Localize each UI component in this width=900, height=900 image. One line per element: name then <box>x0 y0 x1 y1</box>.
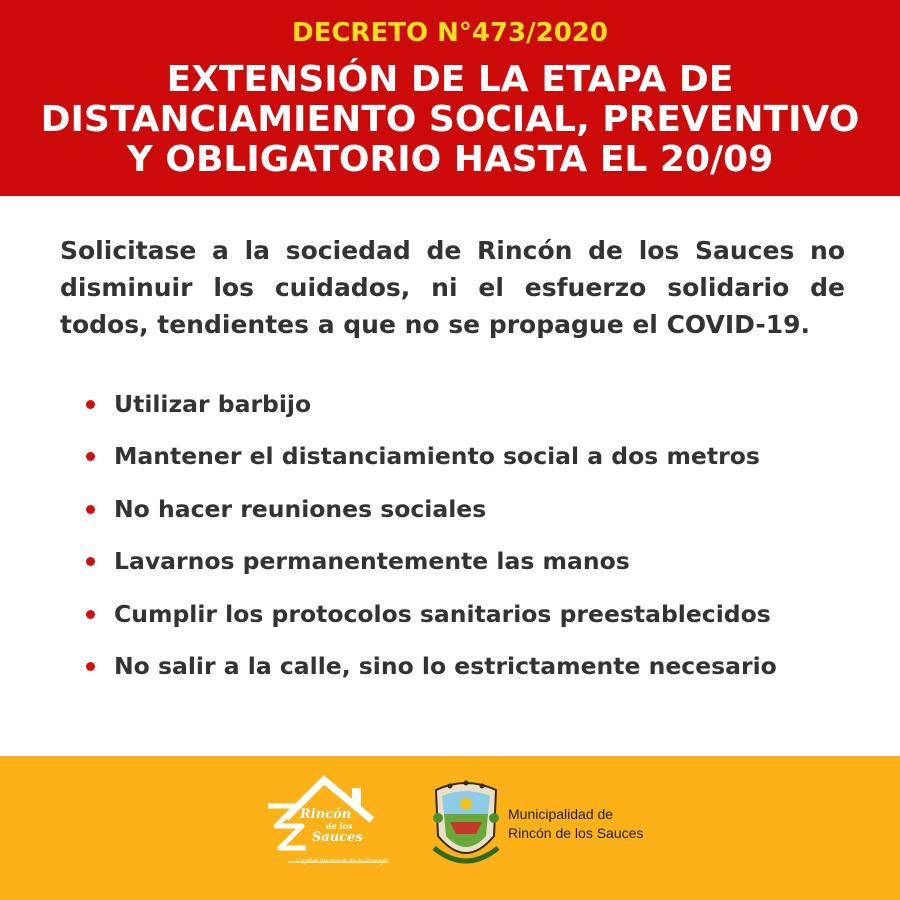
list-item <box>86 646 866 698</box>
title-line: Y OBLIGATORIO HASTA EL 20/09 <box>126 139 774 180</box>
list-item <box>86 489 866 541</box>
municipality-line: Rincón de los Sauces <box>508 825 644 841</box>
list-item <box>86 384 866 436</box>
bullet-icon <box>86 452 95 461</box>
logo-name <box>300 808 363 845</box>
bullet-icon <box>86 610 95 619</box>
list-item <box>86 541 866 593</box>
bullet-icon <box>86 400 95 409</box>
intro-line: disminuir los cuidados, ni el esfuerzo solidario de <box>60 273 845 302</box>
list-item-text: Mantener el distanciamiento social a dos metros <box>114 442 760 471</box>
logo-name-line: Sauces <box>312 830 363 845</box>
municipality-name <box>508 805 643 843</box>
title-line: DISTANCIAMIENTO SOCIAL, PREVENTIVO <box>40 99 860 140</box>
page-title <box>0 60 900 180</box>
measures-list <box>86 384 866 698</box>
logo-name-line: de los <box>326 821 353 831</box>
intro-line: todos, tendientes a que no se propague el COVID-19. <box>60 310 811 339</box>
list-item <box>86 594 866 646</box>
list-item-text: No salir a la calle, sino lo estrictamente necesario <box>114 651 777 680</box>
list-item-text: Lavarnos permanentemente las manos <box>114 547 630 576</box>
bullet-icon <box>86 557 95 566</box>
logo-tagline: Capital Nacional de la Energía <box>296 858 390 865</box>
intro-paragraph <box>60 232 845 343</box>
intro-line: Solicitase a la sociedad de Rincón de los Sauces no <box>60 236 845 265</box>
list-item-text: Utilizar barbijo <box>114 390 312 418</box>
municipality-line: Municipalidad de <box>508 806 614 822</box>
list-item-text: No hacer reuniones sociales <box>114 494 487 523</box>
header-banner <box>0 0 900 196</box>
municipal-seal-icon <box>430 778 502 868</box>
decree-number: DECRETO N°473/2020 <box>292 18 608 48</box>
logo-name-line: Rincón <box>300 807 352 822</box>
list-item-text: Cumplir los protocolos sanitarios preestablecidos <box>114 599 771 628</box>
title-line: EXTENSIÓN DE LA ETAPA DE <box>166 59 734 100</box>
bullet-icon <box>86 505 95 514</box>
bullet-icon <box>86 662 95 671</box>
list-item <box>86 436 866 488</box>
